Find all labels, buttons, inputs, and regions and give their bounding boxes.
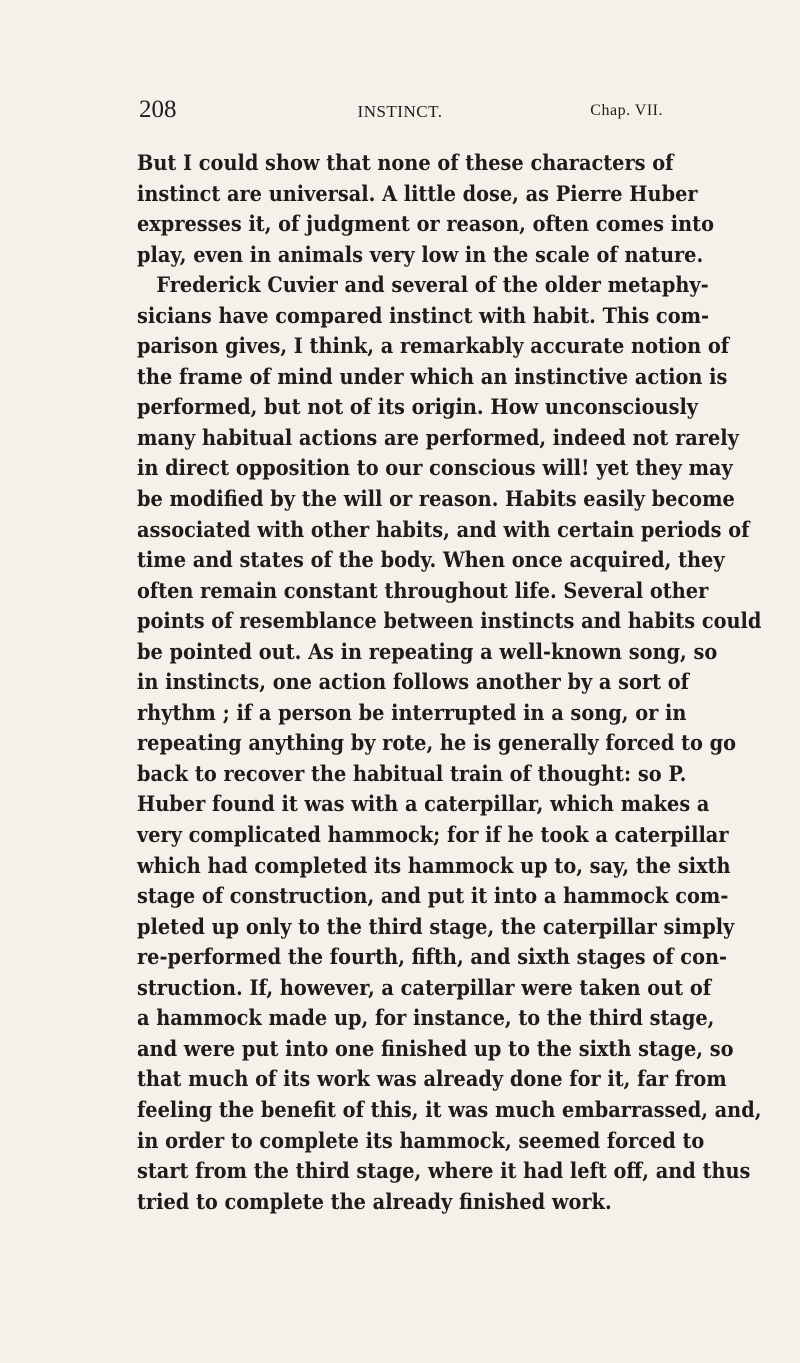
- text-line: stage of construction, and put it into a hammock com-: [137, 883, 729, 909]
- text-line: in order to complete its hammock, seemed forced to: [137, 1127, 705, 1153]
- text-line: which had completed its hammock up to, say, the sixth: [137, 852, 731, 878]
- text-line: tried to complete the already finished work.: [137, 1188, 612, 1214]
- text-line: in direct opposition to our conscious will! yet they may: [137, 455, 733, 481]
- text-line: pleted up only to the third stage, the caterpillar simply: [137, 913, 735, 939]
- text-line: points of resemblance between instincts and habits could: [137, 608, 762, 634]
- text-line: Huber found it was with a caterpillar, which makes a: [137, 791, 710, 817]
- text-line: instinct are universal. A little dose, as Pierre Huber: [137, 180, 698, 206]
- running-head: [139, 96, 663, 130]
- text-line: the frame of mind under which an instinctive action is: [137, 363, 728, 389]
- text-line: and were put into one finished up to the sixth stage, so: [137, 1035, 734, 1061]
- text-line: start from the third stage, where it had left off, and thus: [137, 1158, 751, 1184]
- text-line: repeating anything by rote, he is generally forced to go: [137, 730, 736, 756]
- text-line: time and states of the body. When once acquired, they: [137, 547, 725, 573]
- text-line: rhythm ; if a person be interrupted in a song, or in: [137, 699, 687, 725]
- text-line: many habitual actions are performed, indeed not rarely: [137, 424, 739, 450]
- text-line: a hammock made up, for instance, to the third stage,: [137, 1005, 715, 1031]
- body-text: [137, 148, 762, 1217]
- text-line: associated with other habits, and with certain periods of: [137, 516, 750, 542]
- text-line: struction. If, however, a caterpillar were taken out of: [137, 974, 712, 1000]
- text-line: parison gives, I think, a remarkably accurate notion of: [137, 333, 730, 359]
- text-line: re-performed the fourth, fifth, and sixth stages of con-: [137, 944, 728, 970]
- text-line: But I could show that none of these characters of: [137, 150, 674, 175]
- text-line: in instincts, one action follows another by a sort of: [137, 669, 689, 695]
- text-line: Frederick Cuvier and several of the older metaphy-: [156, 272, 709, 298]
- text-line: feeling the benefit of this, it was much embarrassed, and,: [137, 1096, 762, 1122]
- running-title: INSTINCT.: [357, 102, 443, 121]
- text-line: very complicated hammock; for if he took a caterpillar: [137, 822, 729, 848]
- text-line: play, even in animals very low in the scale of nature.: [137, 241, 704, 267]
- text-line: often remain constant throughout life. Several other: [137, 577, 709, 603]
- page-number: 208: [139, 96, 177, 123]
- text-line: be modified by the will or reason. Habits easily become: [137, 486, 735, 512]
- chapter-reference: Chap. VII.: [590, 102, 663, 119]
- text-line: expresses it, of judgment or reason, often comes into: [137, 211, 714, 237]
- text-line: that much of its work was already done for it, far from: [137, 1066, 727, 1092]
- text-line: sicians have compared instinct with habit. This com-: [137, 302, 710, 328]
- text-line: be pointed out. As in repeating a well-known song, so: [137, 638, 718, 664]
- text-line: back to recover the habitual train of thought: so P.: [137, 760, 687, 786]
- text-line: performed, but not of its origin. How unconsciously: [137, 394, 699, 420]
